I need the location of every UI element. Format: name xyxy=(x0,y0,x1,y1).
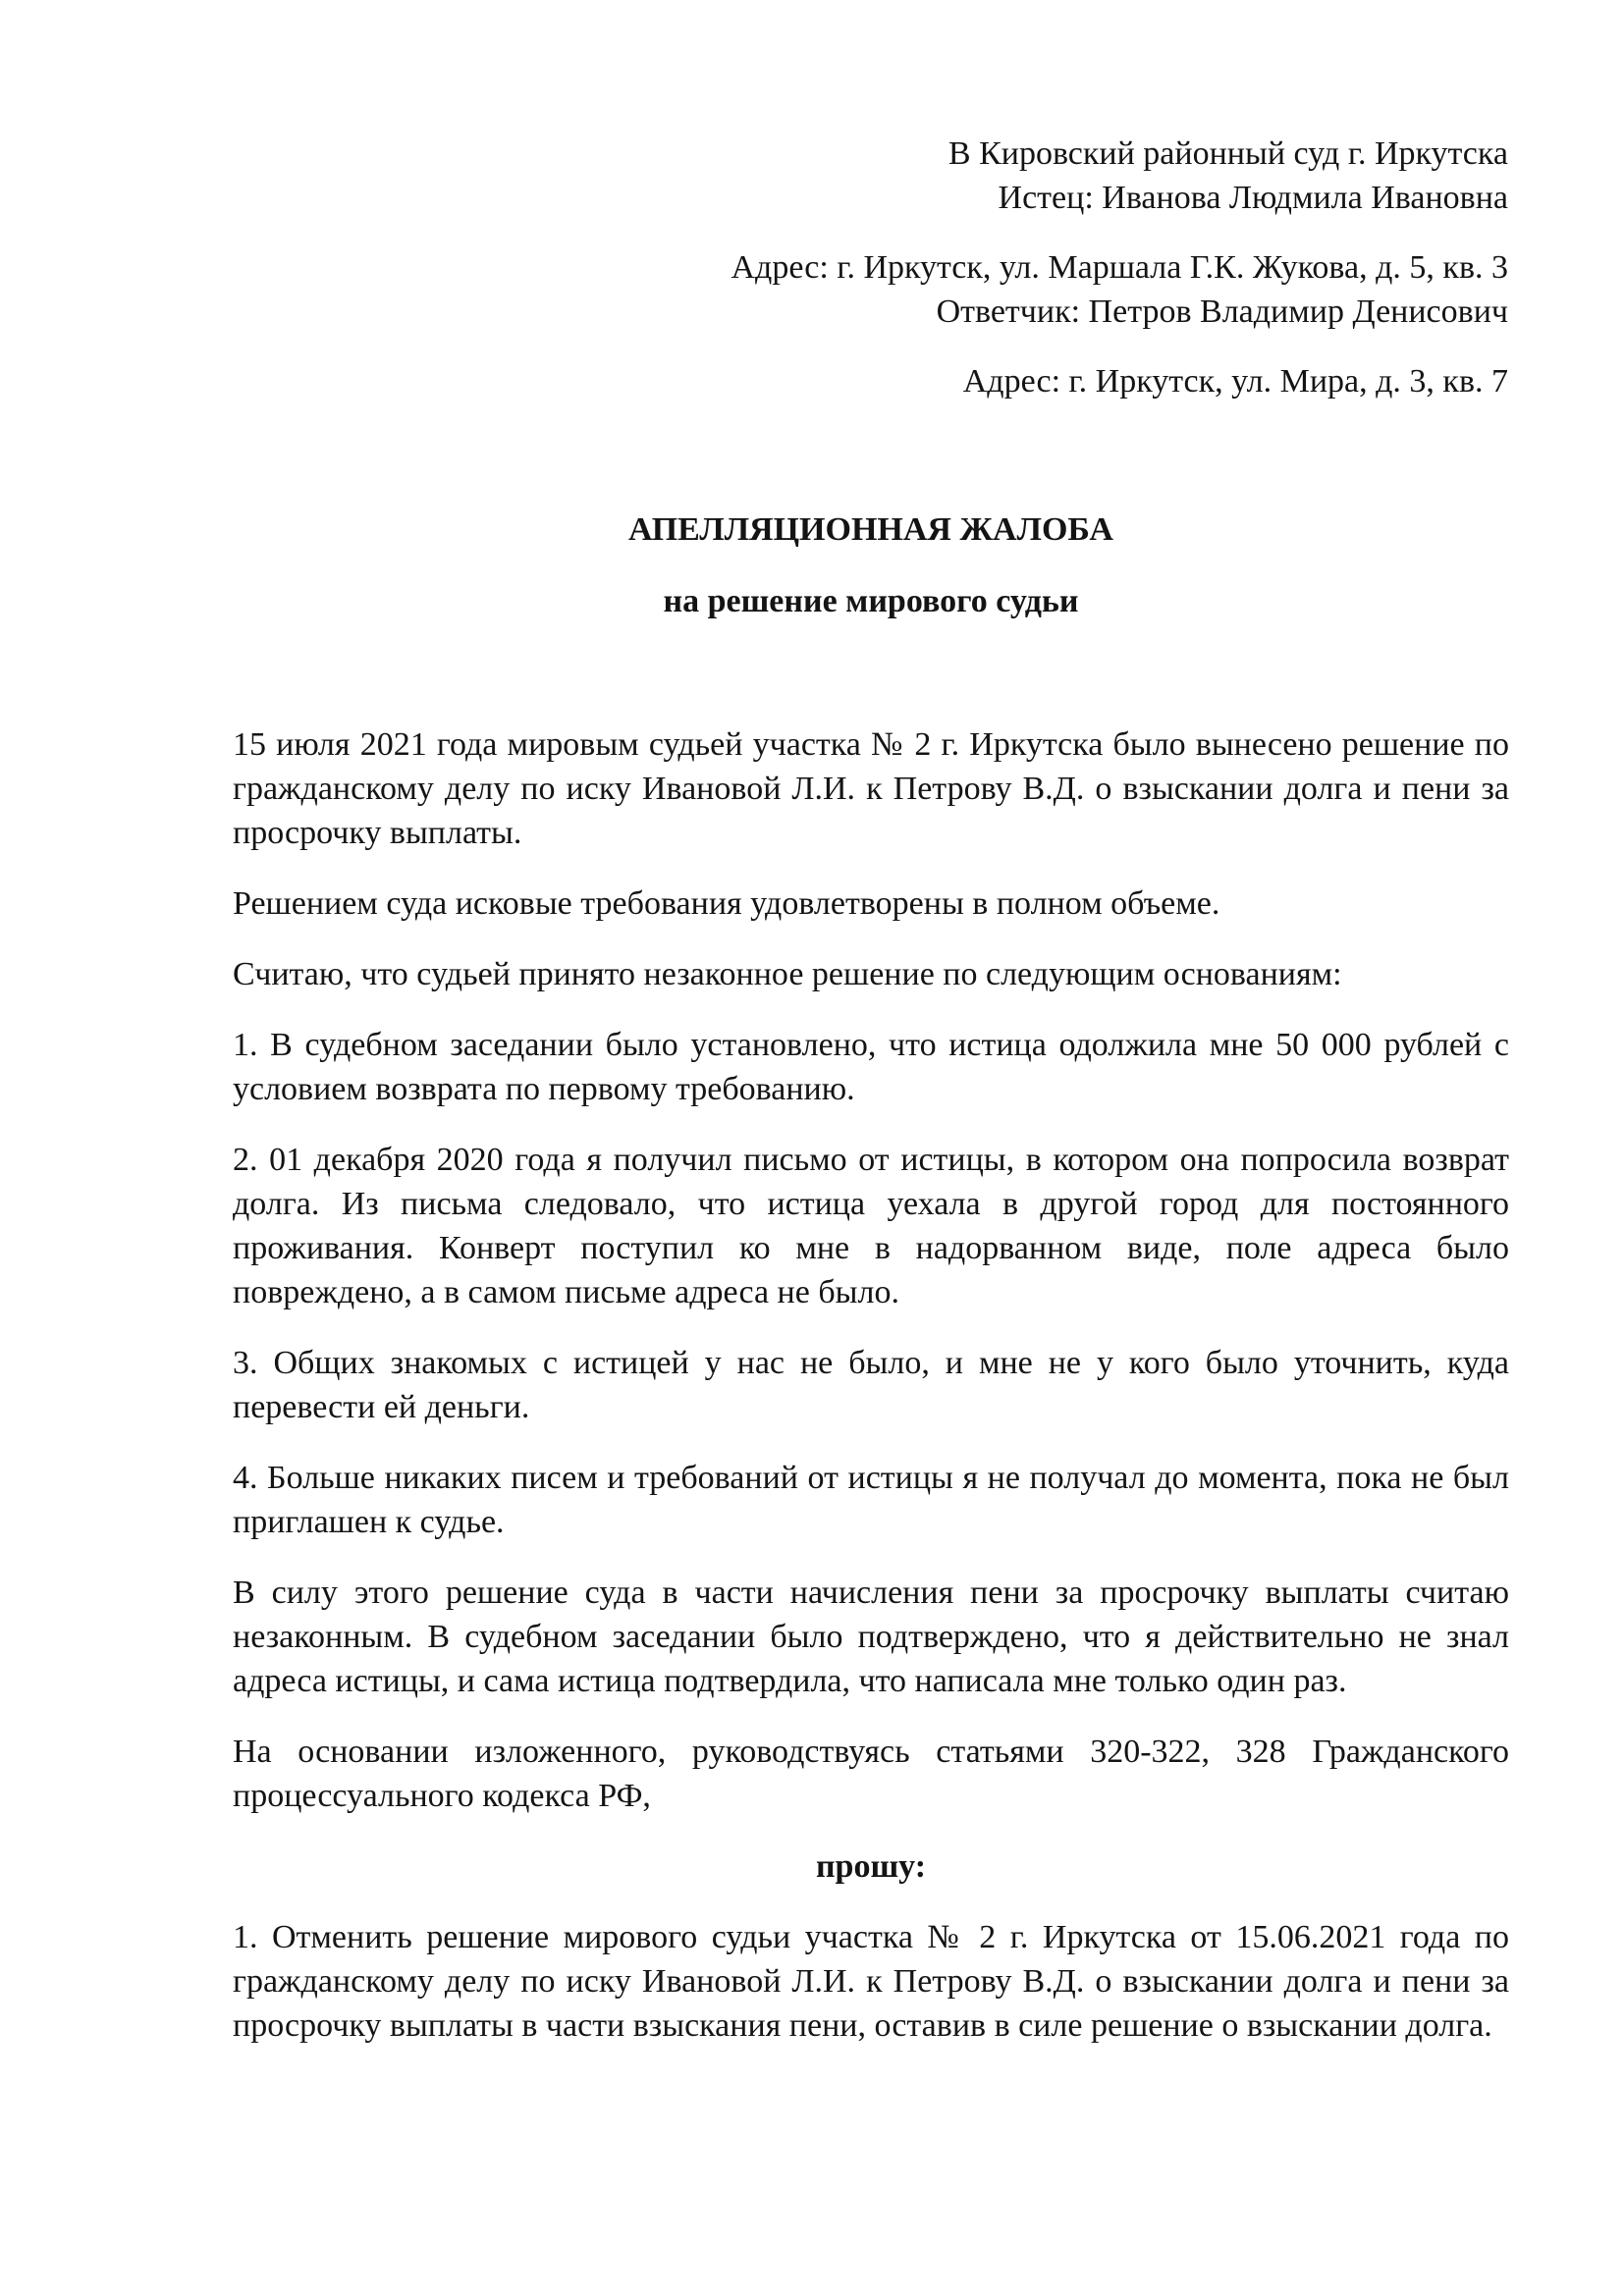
paragraph-legal-basis: На основании изложенного, руководствуясь статьями 320-322, 328 Гражданского процессуального кодекса РФ, xyxy=(233,1734,1509,1814)
paragraph-ground-1: 1. В судебном заседании было установлено, что истица одолжила мне 50 000 рублей с условием возврата по первому требованию. xyxy=(233,1027,1509,1107)
plaintiff-name: Истец: Иванова Людмила Ивановна xyxy=(998,180,1508,216)
paragraph-decision-result: Решением суда исковые требования удовлетворены в полном объеме. xyxy=(233,885,1220,922)
document-title: АПЕЛЛЯЦИОННАЯ ЖАЛОБА xyxy=(628,511,1113,548)
document-subtitle: на решение мирового судьи xyxy=(663,583,1079,619)
defendant-name: Ответчик: Петров Владимир Денисович xyxy=(936,294,1508,330)
court-and-plaintiff xyxy=(550,132,1508,220)
paragraph-request-1: 1. Отменить решение мирового судьи участка № 2 г. Иркутска от 15.06.2021 года по гражданскому делу по иску Ивановой Л.И. к Петрову В.Д. о взыскании долга и пени за просрочку выплаты в части взыскания пени, оставив в силе решение о взыскании долга. xyxy=(233,1919,1509,2044)
court-name: В Кировский районный суд г. Иркутска xyxy=(947,135,1508,172)
defendant-address: Адрес: г. Иркутск, ул. Мира, д. 3, кв. 7 xyxy=(962,363,1508,400)
paragraph-ground-3: 3. Общих знакомых с истицей у нас не было, и мне не у кого было уточнить, куда перевести ей деньги. xyxy=(233,1345,1509,1425)
paragraph-ground-4: 4. Больше никаких писем и требований от истицы я не получал до момента, пока не был приглашен к судье. xyxy=(233,1460,1509,1540)
request-heading: прошу: xyxy=(815,1848,927,1885)
paragraph-ground-2: 2. 01 декабря 2020 года я получил письмо от истицы, в котором она попросила возврат долга. Из письма следовало, что истица уехала в другой город для постоянного проживания. Конверт поступил ко мне в надорванном виде, поле адреса было повреждено, а в самом письме адреса не было. xyxy=(233,1142,1509,1310)
paragraph-decision-info: 15 июля 2021 года мировым судьей участка № 2 г. Иркутска было вынесено решение по гражданскому делу по иску Ивановой Л.И. к Петрову В.Д. о взыскании долга и пени за просрочку выплаты. xyxy=(233,726,1509,851)
paragraph-conclusion: В силу этого решение суда в части начисления пени за просрочку выплаты считаю незаконным. В судебном заседании было подтверждено, что я действительно не знал адреса истицы, и сама истица подтвердила, что написала мне только один раз. xyxy=(233,1575,1509,1699)
plaintiff-address: Адрес: г. Иркутск, ул. Маршала Г.К. Жукова, д. 5, кв. 3 xyxy=(731,249,1508,286)
plaintiff-address-and-defendant xyxy=(550,245,1508,334)
document-body xyxy=(233,722,1509,2074)
addressee-block xyxy=(550,132,1508,429)
paragraph-grounds-intro: Считаю, что судьей принято незаконное решение по следующим основаниям: xyxy=(233,956,1342,992)
defendant-address-block xyxy=(550,359,1508,403)
